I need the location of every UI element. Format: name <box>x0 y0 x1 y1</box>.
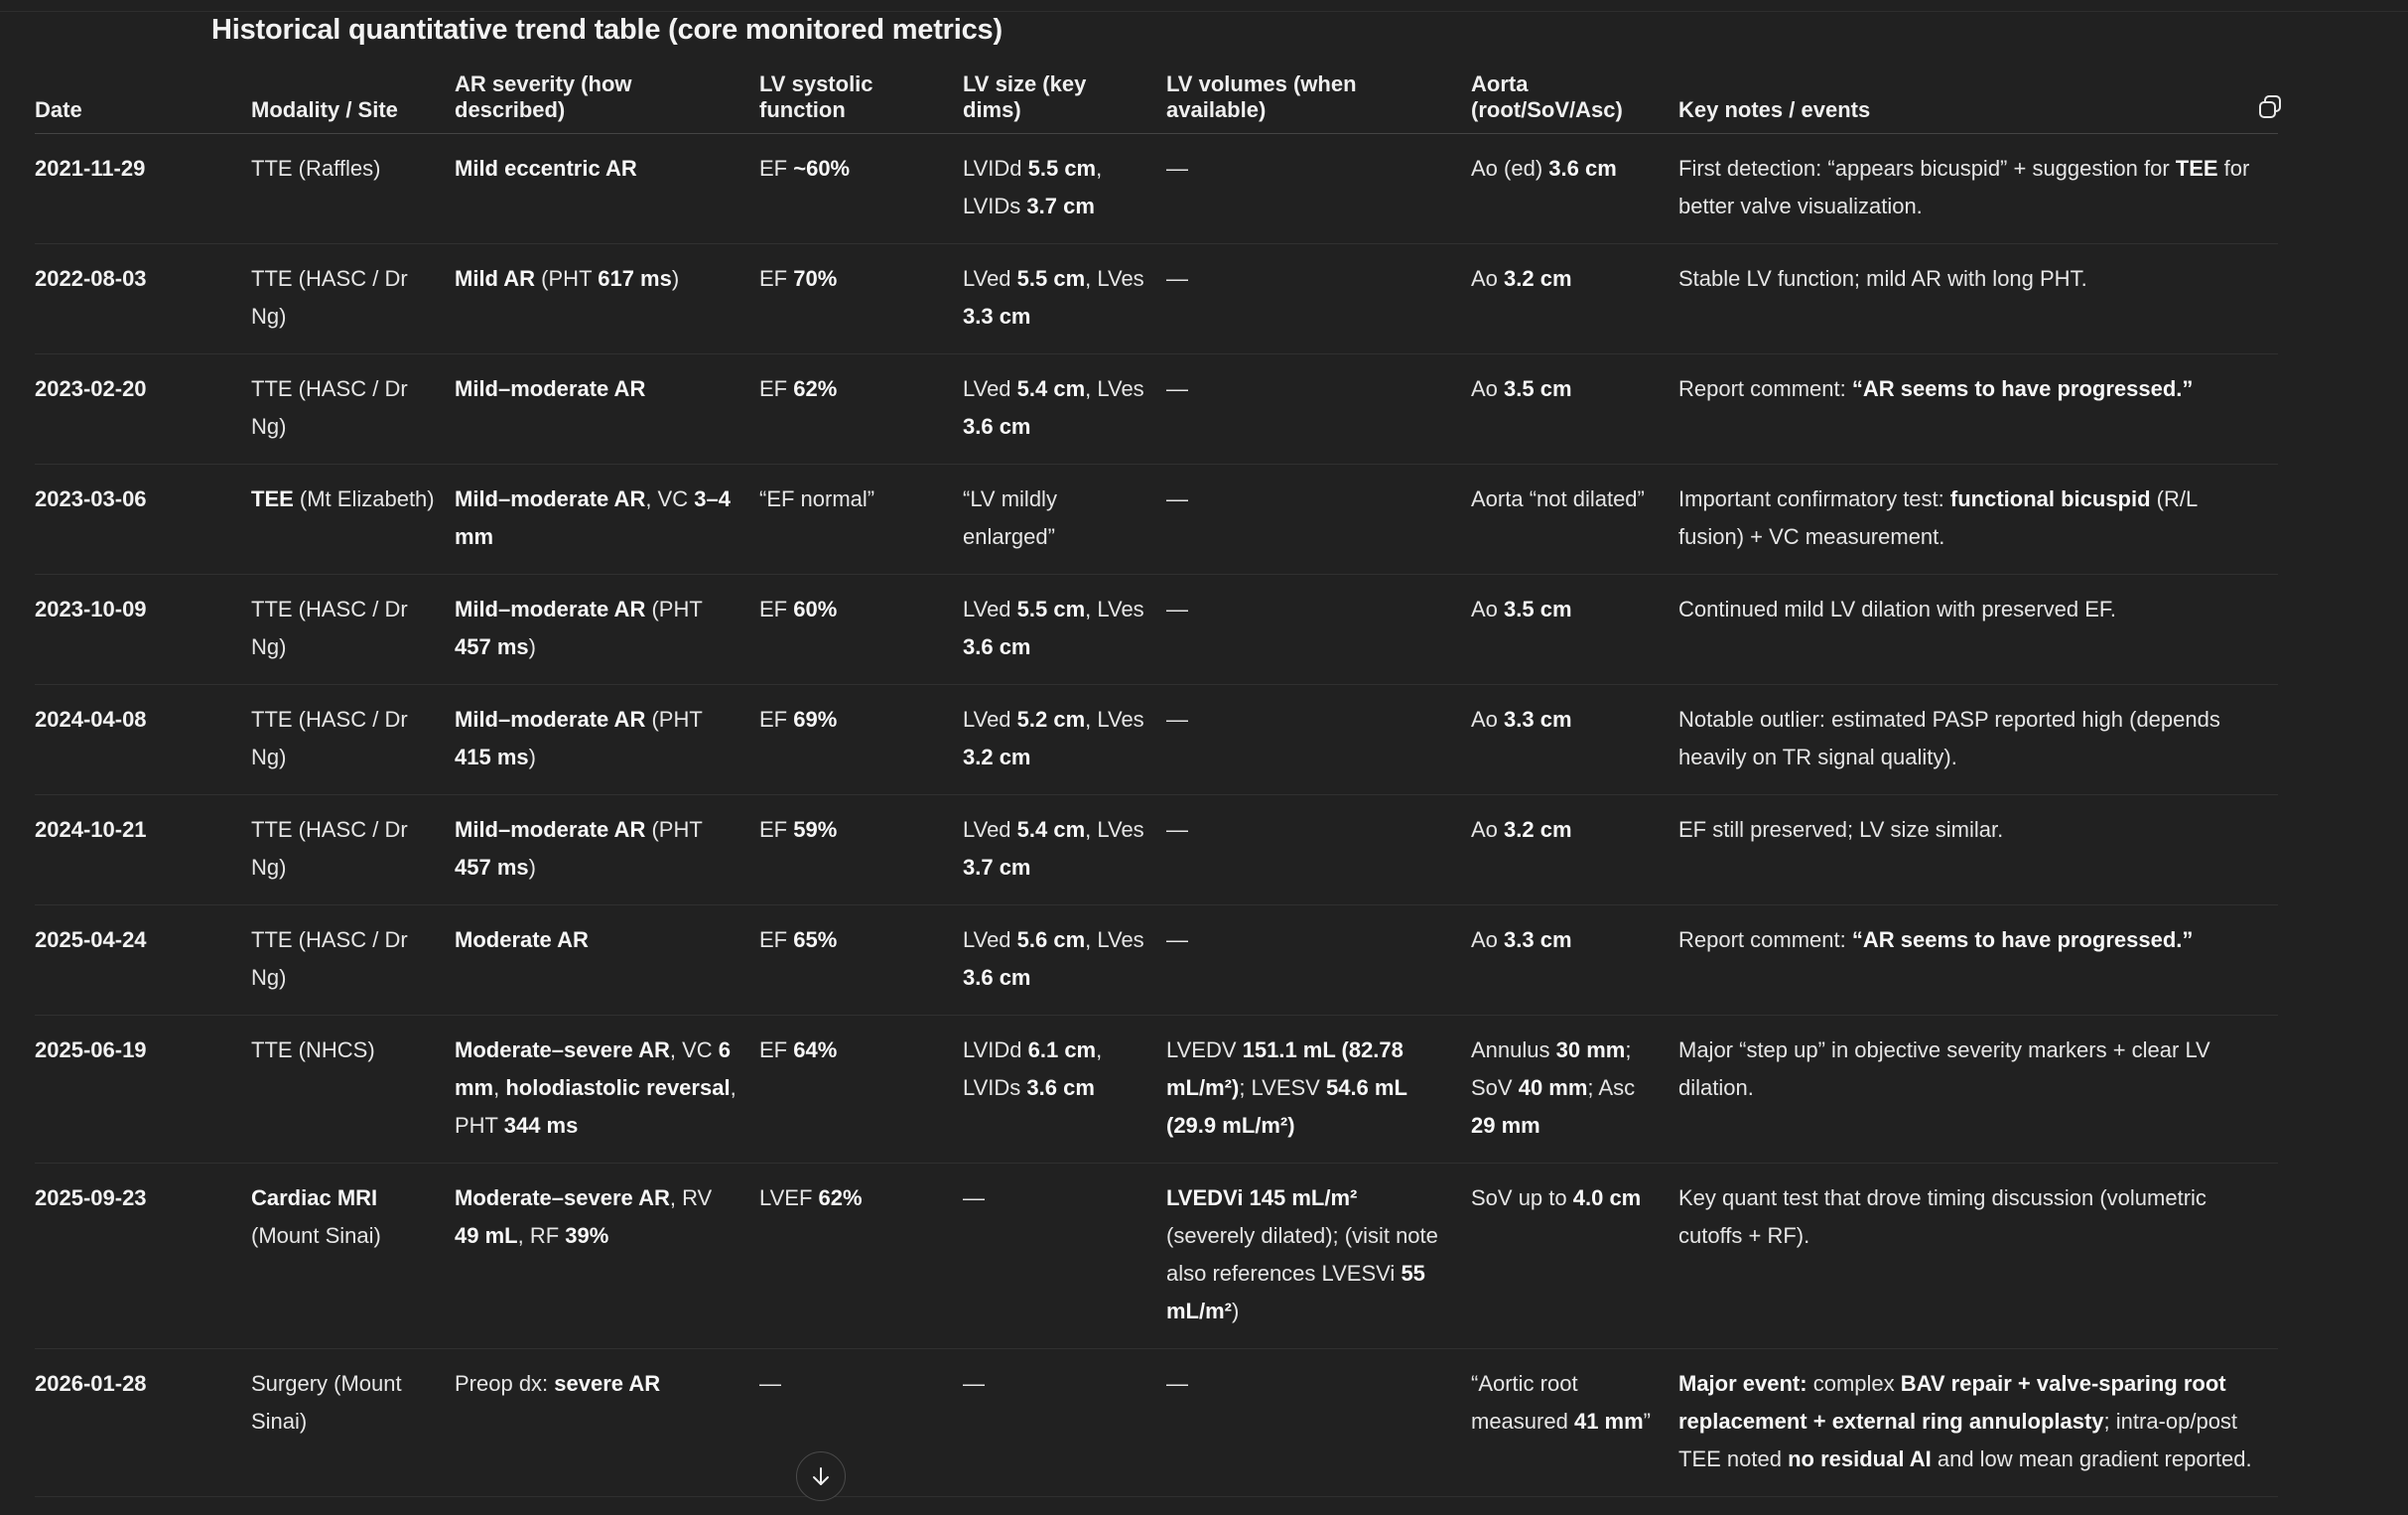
cell-modality <box>251 685 455 795</box>
text-segment: EF <box>759 707 794 732</box>
text-segment: , LVIDs <box>963 156 1103 218</box>
text-segment: for better valve visualization. <box>1678 156 2250 218</box>
text-segment: (PHT <box>645 817 703 842</box>
cell-aorta <box>1471 795 1678 905</box>
text-segment: TTE (HASC / Dr Ng) <box>251 707 408 769</box>
text-segment: 457 ms <box>455 634 529 659</box>
header-lv-systolic: LV systolic function <box>759 64 963 134</box>
text-segment: “LV mildly enlarged” <box>963 486 1057 549</box>
cell-aorta <box>1471 685 1678 795</box>
text-segment: — <box>963 1185 985 1210</box>
text-segment: 5.6 cm <box>1016 927 1086 952</box>
cell-notes <box>1678 1349 2278 1497</box>
cell-modality <box>251 1016 455 1164</box>
text-segment: Mild–moderate AR <box>455 486 646 511</box>
cell-modality <box>251 244 455 354</box>
text-segment: Preop dx: <box>455 1371 555 1396</box>
cell-notes <box>1678 354 2278 465</box>
text-segment: Mild–moderate AR <box>455 376 646 401</box>
cell-modality <box>251 795 455 905</box>
cell-lv-volumes <box>1166 795 1471 905</box>
text-segment: 65% <box>793 927 838 952</box>
text-segment: TEE <box>251 486 294 511</box>
text-segment: — <box>1166 1371 1188 1396</box>
text-segment: 62% <box>793 376 838 401</box>
header-lv-volumes: LV volumes (when available) <box>1166 64 1471 134</box>
text-segment: , LVes <box>1085 707 1144 732</box>
cell-lv-volumes <box>1166 685 1471 795</box>
text-segment: 617 ms <box>598 266 672 291</box>
text-segment: 151.1 mL (82.78 mL/m²) <box>1166 1037 1404 1100</box>
cell-date: 2025-09-23 <box>35 1164 251 1349</box>
cell-notes <box>1678 795 2278 905</box>
text-segment: complex <box>1806 1371 1901 1396</box>
text-segment: Aorta “not dilated” <box>1471 486 1645 511</box>
text-segment: Report comment: <box>1678 376 1852 401</box>
text-segment: 3.6 cm <box>1026 1075 1095 1100</box>
text-segment: 30 mm <box>1555 1037 1626 1062</box>
text-segment: TTE (HASC / Dr Ng) <box>251 927 408 990</box>
text-segment: Notable outlier: estimated PASP reported high (depends heavily on TR signal quality). <box>1678 707 2220 769</box>
cell-ar-severity <box>455 905 759 1016</box>
text-segment: (Mount Sinai) <box>251 1223 381 1248</box>
text-segment: Major event: <box>1678 1371 1807 1396</box>
header-aorta: Aorta (root/SoV/Asc) <box>1471 64 1678 134</box>
text-segment: TTE (Raffles) <box>251 156 381 181</box>
text-segment: 5.4 cm <box>1016 817 1086 842</box>
text-segment: , VC <box>645 486 695 511</box>
cell-ar-severity <box>455 795 759 905</box>
text-segment: (Mt Elizabeth) <box>293 486 435 511</box>
text-segment: 5.5 cm <box>1016 266 1086 291</box>
text-segment: Surgery (Mount Sinai) <box>251 1371 402 1434</box>
text-segment: Continued mild LV dilation with preserved EF. <box>1678 597 2117 621</box>
scroll-to-bottom-button[interactable] <box>796 1451 846 1501</box>
cell-aorta <box>1471 1349 1678 1497</box>
text-segment: ) <box>1232 1299 1240 1323</box>
table-row <box>35 1164 2278 1349</box>
text-segment: TTE (NHCS) <box>251 1037 375 1062</box>
text-segment: TEE <box>2175 156 2218 181</box>
text-segment: ; intra-op/post TEE noted <box>1678 1409 2238 1471</box>
cell-lv-size <box>963 1164 1166 1349</box>
text-segment: 3.2 cm <box>1504 266 1572 291</box>
header-date: Date <box>35 64 251 134</box>
table-row <box>35 465 2278 575</box>
text-segment: 5.5 cm <box>1016 597 1086 621</box>
cell-lv-systolic <box>759 354 963 465</box>
text-segment: 3.7 cm <box>1026 194 1095 218</box>
text-segment: “AR seems to have progressed.” <box>1851 376 2194 401</box>
text-segment: 3.7 cm <box>963 855 1031 880</box>
text-segment: Mild AR <box>455 266 536 291</box>
cell-aorta <box>1471 244 1678 354</box>
text-segment: — <box>1166 927 1188 952</box>
text-segment: ) <box>528 745 536 769</box>
table-row <box>35 244 2278 354</box>
text-segment: Important confirmatory test: <box>1678 486 1950 511</box>
text-segment: 415 ms <box>455 745 529 769</box>
text-segment: Moderate–severe AR <box>455 1185 670 1210</box>
text-segment: EF <box>759 927 794 952</box>
cell-ar-severity <box>455 1164 759 1349</box>
text-segment: 3.3 cm <box>1504 927 1572 952</box>
table-row <box>35 1016 2278 1164</box>
text-segment: EF <box>759 1037 794 1062</box>
text-segment: (PHT <box>645 707 703 732</box>
cell-lv-size <box>963 1016 1166 1164</box>
cell-notes <box>1678 685 2278 795</box>
text-segment: 41 mm <box>1573 1409 1644 1434</box>
table-row <box>35 905 2278 1016</box>
text-segment: , RV <box>669 1185 713 1210</box>
top-divider <box>0 11 2408 12</box>
text-segment: LVed <box>963 927 1017 952</box>
text-segment: ; LVESV <box>1239 1075 1326 1100</box>
text-segment: 40 mm <box>1518 1075 1588 1100</box>
text-segment: LVIDd <box>963 156 1028 181</box>
text-segment: Key quant test that drove timing discussion (volumetric cutoffs + RF). <box>1678 1185 2207 1248</box>
trend-table <box>35 64 2278 1497</box>
text-segment: 6.1 cm <box>1027 1037 1097 1062</box>
text-segment: 64% <box>793 1037 838 1062</box>
text-segment: EF <box>759 376 794 401</box>
text-segment: (severely dilated); (visit note also references LVESVi <box>1166 1223 1438 1286</box>
cell-ar-severity <box>455 1349 759 1497</box>
cell-date: 2024-10-21 <box>35 795 251 905</box>
text-segment: TTE (HASC / Dr Ng) <box>251 266 408 329</box>
cell-notes <box>1678 244 2278 354</box>
text-segment: ~60% <box>793 156 851 181</box>
header-ar-severity: AR severity (how described) <box>455 64 759 134</box>
arrow-down-icon <box>809 1464 833 1488</box>
text-segment: Ao <box>1471 266 1505 291</box>
text-segment: TTE (HASC / Dr Ng) <box>251 817 408 880</box>
text-segment: First detection: “appears bicuspid” + suggestion for <box>1678 156 2176 181</box>
cell-lv-systolic <box>759 465 963 575</box>
cell-lv-systolic <box>759 1164 963 1349</box>
cell-lv-systolic <box>759 795 963 905</box>
cell-ar-severity <box>455 354 759 465</box>
text-segment: Report comment: <box>1678 927 1852 952</box>
text-segment: ) <box>528 855 536 880</box>
cell-lv-systolic <box>759 905 963 1016</box>
cell-lv-volumes <box>1166 575 1471 685</box>
cell-lv-size <box>963 575 1166 685</box>
text-segment: — <box>1166 266 1188 291</box>
text-segment: , LVes <box>1085 266 1144 291</box>
table-row <box>35 354 2278 465</box>
text-segment: Ao <box>1471 376 1505 401</box>
text-segment: SoV up to <box>1471 1185 1573 1210</box>
text-segment: — <box>1166 817 1188 842</box>
text-segment: Mild–moderate AR <box>455 707 646 732</box>
cell-aorta <box>1471 905 1678 1016</box>
text-segment: Ao <box>1471 597 1505 621</box>
cell-lv-volumes <box>1166 354 1471 465</box>
text-segment: 3.6 cm <box>963 634 1031 659</box>
cell-lv-systolic <box>759 1016 963 1164</box>
cell-modality <box>251 1349 455 1497</box>
cell-lv-size <box>963 465 1166 575</box>
text-segment: no residual AI <box>1788 1446 1932 1471</box>
text-segment: EF <box>759 156 794 181</box>
cell-notes <box>1678 575 2278 685</box>
cell-lv-systolic <box>759 575 963 685</box>
text-segment: (R/L fusion) + VC measurement. <box>1678 486 2198 549</box>
text-segment: , VC <box>669 1037 719 1062</box>
header-notes <box>1678 64 2278 134</box>
text-segment: “Aortic root measured <box>1471 1371 1578 1434</box>
text-segment: 3.2 cm <box>963 745 1031 769</box>
text-segment: 344 ms <box>503 1113 579 1138</box>
text-segment: LVed <box>963 376 1017 401</box>
text-segment: 3.3 cm <box>1504 707 1572 732</box>
text-segment: , LVIDs <box>963 1037 1103 1100</box>
text-segment: (PHT <box>645 597 703 621</box>
text-segment: 39% <box>565 1223 609 1248</box>
cell-lv-volumes <box>1166 1164 1471 1349</box>
text-segment: 49 mL <box>455 1223 518 1248</box>
text-segment: LVed <box>963 707 1017 732</box>
header-lv-size: LV size (key dims) <box>963 64 1166 134</box>
cell-aorta <box>1471 465 1678 575</box>
text-segment: ” <box>1643 1409 1651 1434</box>
text-segment: Ao (ed) <box>1471 156 1549 181</box>
table-row <box>35 795 2278 905</box>
cell-modality <box>251 575 455 685</box>
text-segment: Mild–moderate AR <box>455 817 646 842</box>
text-segment: 60% <box>793 597 838 621</box>
text-segment: Annulus <box>1471 1037 1556 1062</box>
cell-ar-severity <box>455 465 759 575</box>
text-segment: 3.3 cm <box>963 304 1031 329</box>
text-segment: LVed <box>963 597 1017 621</box>
text-segment: 3–4 mm <box>455 486 731 549</box>
text-segment: 457 ms <box>455 855 529 880</box>
text-segment: Ao <box>1471 707 1505 732</box>
text-segment: Major “step up” in objective severity markers + clear LV dilation. <box>1678 1037 2210 1100</box>
text-segment: LVEDVi 145 mL/m² <box>1166 1185 1358 1210</box>
text-segment: , LVes <box>1085 376 1144 401</box>
text-segment: 59% <box>793 817 838 842</box>
text-segment: 3.2 cm <box>1504 817 1572 842</box>
text-segment: , RF <box>517 1223 566 1248</box>
text-segment: “EF normal” <box>759 486 875 511</box>
cell-aorta <box>1471 1164 1678 1349</box>
text-segment: — <box>963 1371 985 1396</box>
cell-lv-size <box>963 905 1166 1016</box>
copy-table-button[interactable] <box>2256 93 2284 121</box>
text-segment: 54.6 mL (29.9 mL/m²) <box>1166 1075 1407 1138</box>
cell-notes <box>1678 905 2278 1016</box>
text-segment: 70% <box>793 266 838 291</box>
cell-modality <box>251 134 455 244</box>
cell-ar-severity <box>455 134 759 244</box>
text-segment: 55 mL/m² <box>1166 1261 1425 1323</box>
text-segment: — <box>1166 486 1188 511</box>
text-segment: 4.0 cm <box>1572 1185 1642 1210</box>
cell-date: 2021-11-29 <box>35 134 251 244</box>
cell-modality <box>251 1164 455 1349</box>
text-segment: 69% <box>793 707 838 732</box>
cell-lv-systolic <box>759 1349 963 1497</box>
cell-lv-size <box>963 354 1166 465</box>
text-segment: Ao <box>1471 817 1505 842</box>
text-segment: — <box>1166 707 1188 732</box>
cell-aorta <box>1471 134 1678 244</box>
text-segment: ; SoV <box>1471 1037 1632 1100</box>
cell-date: 2024-04-08 <box>35 685 251 795</box>
cell-lv-size <box>963 134 1166 244</box>
text-segment: — <box>1166 156 1188 181</box>
cell-date: 2026-01-28 <box>35 1349 251 1497</box>
text-segment: LVIDd <box>963 1037 1028 1062</box>
cell-ar-severity <box>455 575 759 685</box>
text-segment: — <box>1166 597 1188 621</box>
text-segment: 62% <box>818 1185 863 1210</box>
text-segment: holodiastolic reversal <box>505 1075 731 1100</box>
cell-ar-severity <box>455 1016 759 1164</box>
cell-ar-severity <box>455 244 759 354</box>
cell-ar-severity <box>455 685 759 795</box>
header-modality: Modality / Site <box>251 64 455 134</box>
cell-notes <box>1678 134 2278 244</box>
cell-notes <box>1678 465 2278 575</box>
text-segment: and low mean gradient reported. <box>1931 1446 2252 1471</box>
text-segment: 29 mm <box>1471 1113 1540 1138</box>
cell-modality <box>251 465 455 575</box>
cell-lv-volumes <box>1166 465 1471 575</box>
table-row <box>35 575 2278 685</box>
text-segment: 3.5 cm <box>1504 376 1572 401</box>
text-segment: TTE (HASC / Dr Ng) <box>251 597 408 659</box>
trend-table-container <box>35 64 2278 1497</box>
text-segment: EF <box>759 597 794 621</box>
cell-lv-volumes <box>1166 244 1471 354</box>
text-segment: LVEDV <box>1166 1037 1243 1062</box>
text-segment: Stable LV function; mild AR with long PHT. <box>1678 266 2087 291</box>
table-body <box>35 134 2278 1497</box>
cell-lv-size <box>963 244 1166 354</box>
table-row <box>35 1349 2278 1497</box>
text-segment: 6 mm <box>455 1037 731 1100</box>
cell-lv-volumes <box>1166 905 1471 1016</box>
table-row <box>35 685 2278 795</box>
cell-date: 2025-06-19 <box>35 1016 251 1164</box>
cell-date: 2023-02-20 <box>35 354 251 465</box>
cell-lv-size <box>963 685 1166 795</box>
text-segment: (PHT <box>535 266 599 291</box>
cell-modality <box>251 354 455 465</box>
text-segment: Moderate AR <box>455 927 589 952</box>
text-segment: Ao <box>1471 927 1505 952</box>
text-segment: severe AR <box>554 1371 661 1396</box>
text-segment: 3.6 cm <box>1548 156 1617 181</box>
text-segment: EF still preserved; LV size similar. <box>1678 817 2004 842</box>
cell-lv-size <box>963 795 1166 905</box>
text-segment: , LVes <box>1085 817 1144 842</box>
header-notes-label: Key notes / events <box>1678 97 1871 122</box>
cell-aorta <box>1471 1016 1678 1164</box>
text-segment: ) <box>671 266 680 291</box>
cell-lv-volumes <box>1166 1016 1471 1164</box>
cell-lv-volumes <box>1166 1349 1471 1497</box>
cell-notes <box>1678 1164 2278 1349</box>
copy-icon <box>2256 93 2284 121</box>
cell-aorta <box>1471 354 1678 465</box>
table-row <box>35 134 2278 244</box>
text-segment: , LVes <box>1085 927 1144 952</box>
text-segment: 3.6 cm <box>963 965 1031 990</box>
cell-date: 2023-10-09 <box>35 575 251 685</box>
section-title: Historical quantitative trend table (core monitored metrics) <box>211 14 1003 46</box>
text-segment: , LVes <box>1085 597 1144 621</box>
text-segment: BAV repair + valve-sparing root replacement + external ring annuloplasty <box>1678 1371 2226 1434</box>
text-segment: — <box>1166 376 1188 401</box>
text-segment: 3.6 cm <box>963 414 1031 439</box>
text-segment: ) <box>528 634 536 659</box>
text-segment: TTE (HASC / Dr Ng) <box>251 376 408 439</box>
text-segment: — <box>759 1371 781 1396</box>
cell-lv-systolic <box>759 244 963 354</box>
text-segment: 5.4 cm <box>1016 376 1086 401</box>
cell-date: 2023-03-06 <box>35 465 251 575</box>
text-segment: Moderate–severe AR <box>455 1037 670 1062</box>
text-segment: LVed <box>963 817 1017 842</box>
cell-date: 2025-04-24 <box>35 905 251 1016</box>
text-segment: Cardiac MRI <box>251 1185 378 1210</box>
cell-modality <box>251 905 455 1016</box>
cell-lv-systolic <box>759 685 963 795</box>
text-segment: “AR seems to have progressed.” <box>1851 927 2194 952</box>
text-segment: LVEF <box>759 1185 819 1210</box>
text-segment: EF <box>759 266 794 291</box>
text-segment: ; Asc <box>1587 1075 1636 1100</box>
text-segment: EF <box>759 817 794 842</box>
table-header-row <box>35 64 2278 134</box>
text-segment: 5.5 cm <box>1027 156 1097 181</box>
cell-notes <box>1678 1016 2278 1164</box>
text-segment: 5.2 cm <box>1016 707 1086 732</box>
text-segment: , <box>493 1075 506 1100</box>
text-segment: Mild–moderate AR <box>455 597 646 621</box>
cell-lv-size <box>963 1349 1166 1497</box>
text-segment: 3.5 cm <box>1504 597 1572 621</box>
text-segment: Mild eccentric AR <box>455 156 637 181</box>
cell-aorta <box>1471 575 1678 685</box>
cell-lv-systolic <box>759 134 963 244</box>
text-segment: functional bicuspid <box>1949 486 2151 511</box>
cell-lv-volumes <box>1166 134 1471 244</box>
text-segment: , PHT <box>455 1075 736 1138</box>
cell-date: 2022-08-03 <box>35 244 251 354</box>
text-segment: LVed <box>963 266 1017 291</box>
